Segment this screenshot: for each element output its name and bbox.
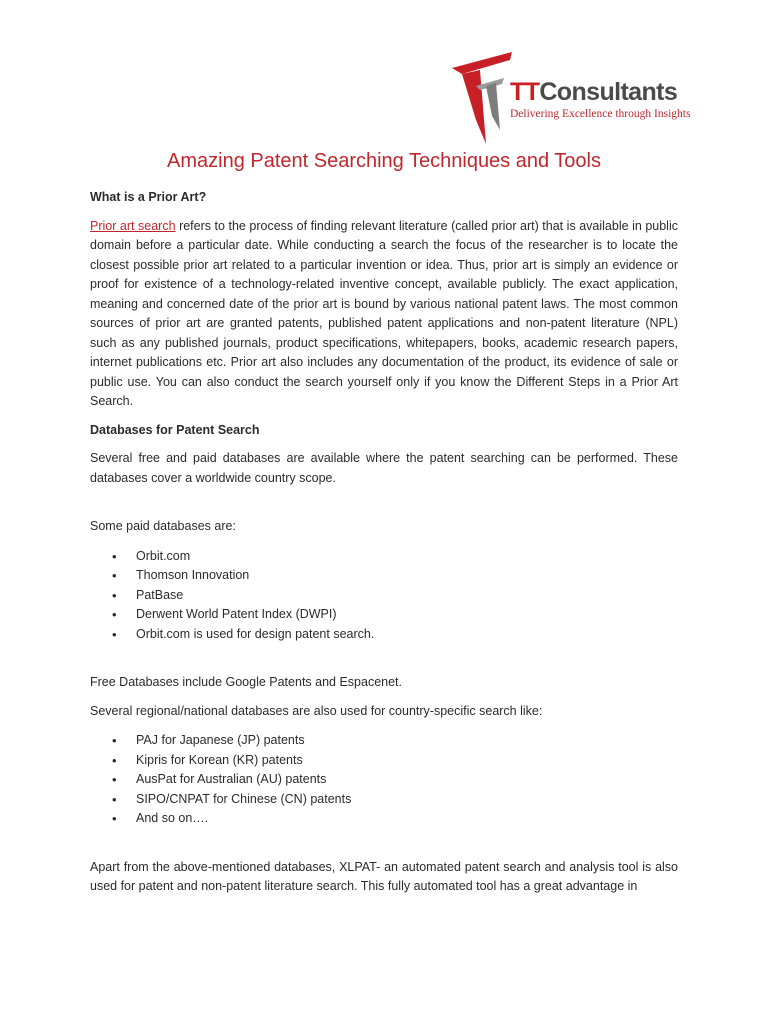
section-heading-prior-art: What is a Prior Art?: [90, 190, 207, 204]
section-heading-databases: Databases for Patent Search: [90, 422, 260, 437]
list-item: • And so on….: [90, 809, 678, 829]
list-item: • PAJ for Japanese (JP) patents: [90, 731, 678, 751]
xlpat-paragraph: Apart from the above-mentioned databases, XLPAT- an automated patent search and analysis tool is also used for patent and non-patent literature search. This fully automated tool has a great advantage in: [90, 859, 678, 893]
list-item: • Derwent World Patent Index (DWPI): [90, 605, 678, 625]
list-item: • PatBase: [90, 586, 678, 606]
document-body: [90, 188, 678, 897]
page-title: Amazing Patent Searching Techniques and Tools: [167, 150, 601, 172]
list-item: • Kipris for Korean (KR) patents: [90, 751, 678, 771]
logo-tagline: Delivering Excellence through Insights: [510, 108, 691, 120]
tt-logo-mark-icon: [446, 50, 516, 146]
free-databases-text: Free Databases include Google Patents and Espacenet.: [90, 675, 403, 689]
regional-databases-list: [90, 731, 678, 829]
list-item: • Orbit.com: [90, 547, 678, 567]
prior-art-body-text: refers to the process of finding relevant literature (called prior art) that is available in public domain before a particular date. While conducting a search the focus of the researcher is to locate the closest possible prior art related to a particular invention or idea. Thus, prior art is simply an evidence or proof for existence of a technology-related inventive concept, available publicly. The exact application, meaning and concerned date of the prior art is bound by various national patent laws. The most common sources of prior art are granted patents, published patent applications and non-patent literature (NPL) such as any published journals, product specifications, whitepapers, books, academic research papers, internet publications etc. Prior art also includes any documentation of the product, its evidence of sale or public use. You can also conduct the search yourself only if you know the Different Steps in a Prior Art Search.: [90, 218, 678, 408]
list-item: • Thomson Innovation: [90, 566, 678, 586]
prior-art-search-link[interactable]: Prior art search: [90, 218, 176, 233]
list-item: • SIPO/CNPAT for Chinese (CN) patents: [90, 790, 678, 810]
company-logo: [446, 50, 691, 146]
databases-intro-paragraph: Several free and paid databases are available where the patent searching can be performed. These databases cover a worldwide country scope.: [90, 451, 678, 485]
paid-databases-list: [90, 547, 678, 645]
list-item: • Orbit.com is used for design patent search.: [90, 625, 678, 645]
list-item: • AusPat for Australian (AU) patents: [90, 770, 678, 790]
prior-art-paragraph: [90, 217, 678, 412]
logo-wordmark: TTConsultants: [510, 78, 678, 106]
paid-databases-intro: Some paid databases are:: [90, 519, 236, 533]
regional-databases-intro: Several regional/national databases are also used for country-specific search like:: [90, 703, 543, 718]
